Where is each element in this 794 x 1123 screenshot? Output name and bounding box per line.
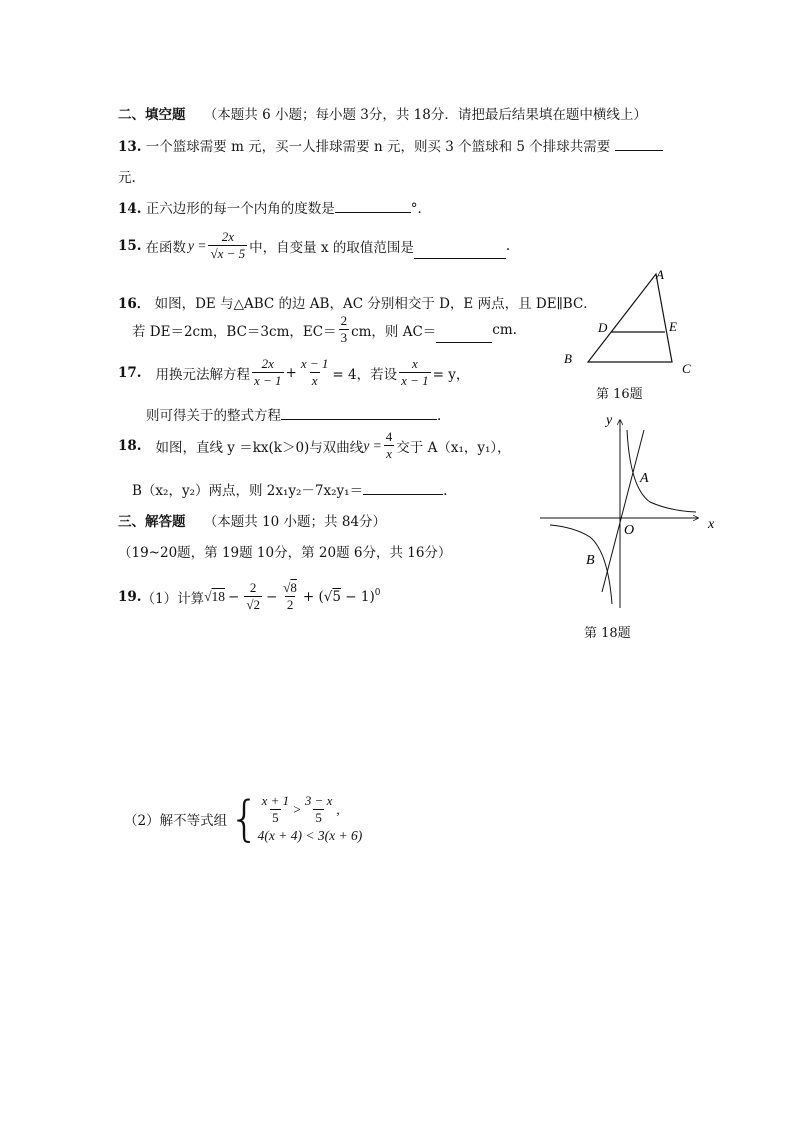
q15-pre: 在函数 (145, 239, 186, 256)
label-point-b: B (586, 553, 595, 568)
group-note: （19~20题，第 19题 10分，第 20题 6分，共 16分） (118, 545, 452, 561)
q14-text: 正六边形的每一个内角的度数是 (145, 201, 335, 217)
label-a: A (656, 267, 664, 282)
hyperbola-branch-2 (550, 525, 612, 604)
q19-plus: + $(√5 - 1)^0$ (302, 588, 381, 605)
inequality-1: $\frac{x + 1}{5}$ > $\frac{3 - x}{5}$ , (261, 793, 340, 825)
line-y-kx (602, 430, 644, 592)
q17-plus: + (285, 364, 297, 381)
q14-number: 14. (118, 201, 142, 217)
label-c: C (682, 361, 691, 376)
q18-line2: B（x₂，y₂）两点，则 2x₁y₂－7x₂y₁＝ (132, 483, 364, 499)
q13-text: 一个篮球需要 m 元，买一人排球需要 n 元，则买 3 个篮球和 5 个排球共需要 (145, 139, 611, 155)
q14-tail: °． (410, 201, 432, 217)
question-19-part1 (118, 580, 382, 613)
q13-tail: 元. (118, 170, 136, 186)
q16-line1: 如图，DE 与△ABC 的边 AB，AC 分别相交于 D，E 两点，且 DE∥BC． (154, 296, 597, 312)
q19-part1-label: （1）计算 (141, 590, 205, 607)
q19-frac-2: $\frac{2}{√2}$ (246, 580, 260, 612)
q18-pre: 如图，直线 y ＝kx(k＞0)与双曲线 (155, 439, 364, 456)
q19-minus-1: − (228, 588, 240, 605)
q16-answer-blank[interactable] (436, 329, 492, 343)
inequality-system (258, 793, 363, 844)
figure-18-caption: 第 18题 (584, 626, 631, 641)
q17-f3-num: x (411, 356, 418, 371)
q16-line2-post: cm，则 AC＝ (351, 323, 437, 340)
q19-frac-sqrt8: $\frac{√8}{2}$ (283, 580, 297, 612)
label-o: O (624, 523, 635, 538)
label-b: B (564, 351, 572, 366)
q16-fraction (339, 313, 350, 346)
q17-f3-den: x − 1 (401, 373, 429, 388)
q18-y: y = (363, 437, 382, 453)
q17-answer-blank[interactable] (281, 406, 437, 420)
section3-note: （本题共 10 小题；共 84分） (203, 514, 387, 530)
q15-frac-den-radicand: x − 5 (217, 246, 246, 261)
q15-number: 15. (118, 237, 142, 254)
q18-tail: . (443, 483, 448, 499)
q16-line2-pre: 若 DE＝2cm，BC＝3cm，EC＝ (132, 323, 337, 340)
q19-number: 19. (118, 588, 142, 605)
section2-header (118, 103, 647, 123)
q17-f2-num: x − 1 (300, 356, 329, 371)
q15-frac-den: √x − 5 (210, 246, 246, 261)
triangle-abc (588, 274, 672, 362)
q18-fraction (384, 429, 395, 462)
q16-frac-den: 3 (340, 330, 348, 345)
question-13 (118, 135, 663, 155)
question-17-line2 (146, 404, 441, 424)
q17-number: 17. (118, 364, 142, 381)
q17-fraction-1 (252, 356, 284, 389)
q18-frac-num: 4 (385, 429, 393, 444)
q14-answer-blank[interactable] (335, 199, 411, 213)
label-d: D (598, 320, 608, 335)
figure-16 (556, 266, 706, 378)
q16-line2-tail: cm. (492, 321, 517, 338)
q13-answer-blank[interactable] (615, 137, 663, 151)
question-17 (118, 356, 469, 389)
question-18-line2 (132, 479, 447, 499)
q19-part2-label: （2）解不等式组 (124, 812, 228, 829)
label-point-a: A (640, 471, 649, 486)
q15-frac-num: 2x (221, 229, 234, 244)
q18-number: 18. (118, 437, 142, 454)
q17-f1-den: x − 1 (254, 373, 282, 388)
q16-frac-num: 2 (340, 313, 348, 328)
section2-note: （本题共 6 小题；每小题 3分，共 18分．请把最后结果填在题中横线上） (203, 107, 647, 123)
question-19-part2 (124, 790, 363, 847)
q17-fraction-3 (399, 356, 431, 389)
system-brace: { (229, 790, 260, 847)
q15-answer-blank[interactable] (414, 245, 506, 259)
question-14 (118, 197, 431, 217)
q18-post: 交于 A（x₁，y₁）， (396, 439, 511, 456)
section3-header (118, 510, 386, 530)
q17-line2: 则可得关于的整式方程 (146, 408, 281, 424)
question-18 (118, 429, 511, 462)
q16-number: 16． (118, 296, 151, 312)
q17-f2-den: x (311, 373, 318, 388)
q17-f1-num: 2x (261, 356, 274, 371)
q18-answer-blank[interactable] (363, 481, 443, 495)
section2-title: 二、填空题 (118, 107, 186, 123)
hyperbola-branch-1 (627, 430, 696, 512)
figure-18 (538, 408, 724, 614)
q17-eq2: = y， (432, 366, 470, 383)
label-x: x (708, 517, 715, 532)
figure-16-caption: 第 16题 (596, 387, 643, 402)
question-16-line2 (132, 313, 517, 346)
question-15 (118, 229, 510, 262)
q15-y: y = (188, 237, 207, 253)
q17-fraction-2 (299, 356, 331, 389)
label-y: y (606, 413, 613, 428)
section3-title: 三、解答题 (118, 514, 186, 530)
q15-fraction (208, 229, 247, 262)
q13-number: 13. (118, 139, 142, 155)
q15-post: 中，自变量 x 的取值范围是 (249, 239, 414, 256)
question-16-line1 (118, 292, 597, 312)
q19-minus-2: − (265, 588, 278, 605)
q17-eq: = 4，若设 (332, 366, 398, 383)
q19-expr-sqrt18: √18 (204, 588, 226, 604)
q17-pre: 用换元法解方程 (155, 366, 250, 383)
q17-tail: . (437, 408, 442, 424)
inequality-2: 4(x + 4) < 3(x + 6) (257, 828, 363, 843)
q15-tail: . (505, 237, 511, 254)
q18-frac-den: x (386, 446, 392, 461)
label-e: E (669, 319, 677, 334)
